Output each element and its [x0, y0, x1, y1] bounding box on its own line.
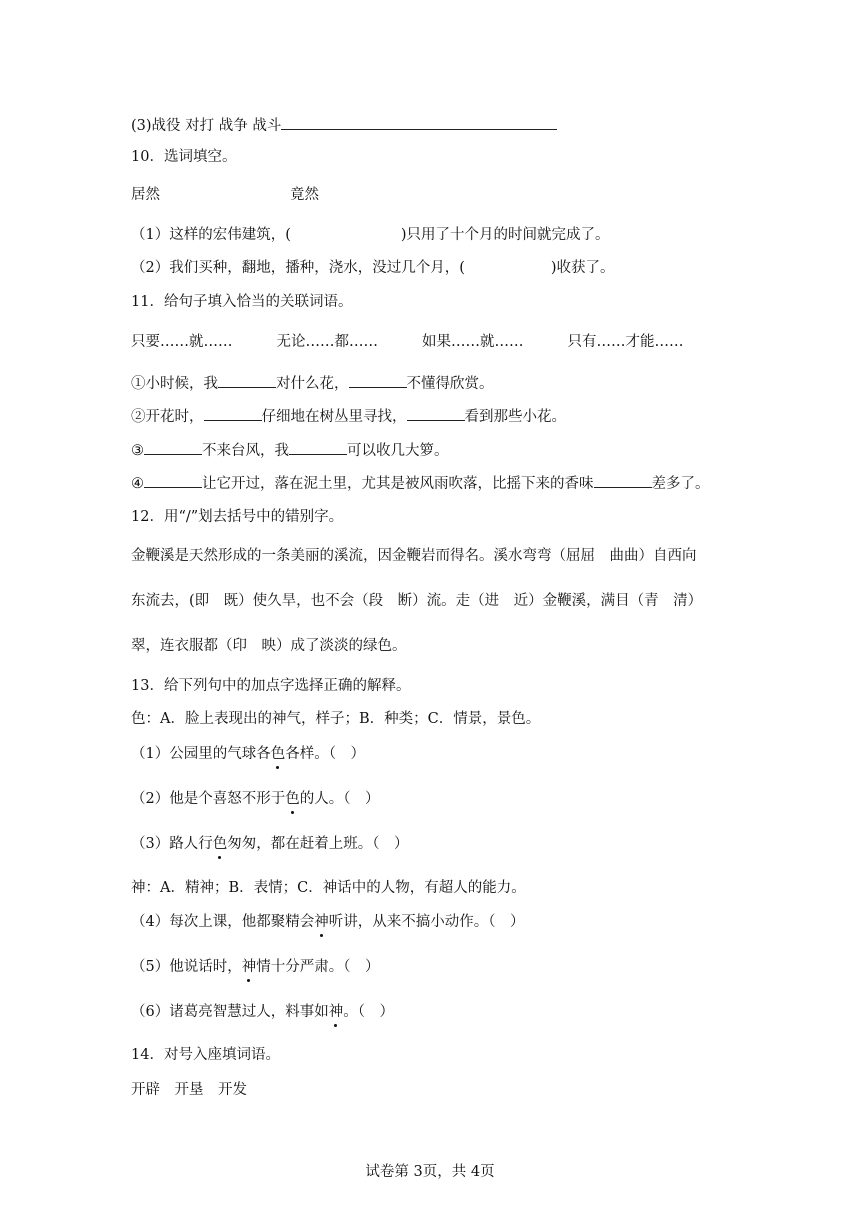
q13-s2-part2: 的人。（ ）: [299, 791, 380, 807]
q13-definition-se: 色：A．脸上表现出的神气，样子；B．种类；C．情景，景色。: [131, 711, 541, 727]
dotted-character: 色: [270, 746, 286, 762]
q13-s5-part1: （5）他说话时，: [131, 959, 242, 975]
q12-passage-line-3: 翠，连衣服都（印 映）成了淡淡的绿色。: [131, 638, 407, 654]
q11-s2-part2: 仔细地在树丛里寻找，: [261, 409, 407, 425]
dotted-character: 神: [314, 914, 329, 930]
q10-s2-start: （2）我们买种，翻地，播种，浇水，没过几个月，(: [131, 260, 465, 276]
q11-options: [131, 333, 684, 351]
dotted-character: 神: [241, 959, 257, 975]
q11-s3-part3: 可以收几大箩。: [347, 443, 449, 459]
q13-s6-part2: 。（ ）: [343, 1004, 394, 1020]
q11-s1-part2: 对什么花，: [276, 376, 349, 392]
q13-sentence-1: [131, 745, 365, 763]
q10-word-b: 竟然: [290, 187, 319, 203]
answer-blank[interactable]: [407, 406, 465, 421]
answer-blank[interactable]: [289, 440, 347, 455]
q11-sentence-4: [131, 473, 710, 493]
q13-s4-part2: 听讲，从来不搞小动作。（ ）: [328, 914, 525, 930]
q13-s5-part2: 情十分严肃。（ ）: [256, 959, 380, 975]
q9-item3-text: (3)战役 对打 战争 战斗: [131, 118, 282, 134]
q13-title: 13．给下列句中的加点字选择正确的解释。: [131, 678, 411, 694]
q14-title: 14．对号入座填词语。: [131, 1047, 280, 1063]
q10-title: 10．选词填空。: [131, 149, 237, 165]
q11-s3-part2: 不来台风，我: [202, 443, 289, 459]
q10-sentence-1: [131, 226, 610, 244]
dotted-character: 色: [212, 836, 228, 852]
dotted-character: 色: [285, 791, 300, 807]
q13-sentence-2: [131, 790, 379, 808]
q10-sentence-2: [131, 259, 615, 277]
q12-passage-line-2: 东流去，(即 既）使久旱，也不会（段 断）流。走（进 近）金鞭溪，满目（青 清）: [131, 593, 703, 609]
q11-s2-part1: ②开花时，: [131, 409, 204, 425]
answer-blank[interactable]: [144, 440, 202, 455]
q10-s1-end: )只用了十个月的时间就完成了。: [400, 227, 610, 243]
q13-sentence-3: [131, 835, 408, 853]
q11-s2-part3: 看到那些小花。: [464, 409, 566, 425]
q10-s2-end: )收获了。: [550, 260, 615, 276]
answer-blank[interactable]: [349, 373, 407, 388]
q11-s1-part3: 不懂得欣赏。: [406, 376, 494, 392]
q13-s3-part2: 匆匆，都在赶着上班。（ ）: [227, 836, 409, 852]
q11-option-4: 只有……才能……: [567, 334, 684, 350]
answer-blank[interactable]: [144, 473, 202, 488]
q11-s4-part2: 让它开过，落在泥土里，尤其是被风雨吹落，比摇下来的香味: [202, 476, 594, 492]
q13-s2-part1: （2）他是个喜怒不形于: [131, 791, 286, 807]
q10-word-options: [131, 186, 319, 204]
answer-blank[interactable]: [281, 115, 557, 130]
q9-item3: [131, 115, 557, 135]
answer-blank[interactable]: [218, 373, 276, 388]
q11-sentence-2: [131, 406, 566, 426]
q13-s4-part1: （4）每次上课，他都聚精会: [131, 914, 315, 930]
q11-title: 11．给句子填入恰当的关联词语。: [131, 294, 353, 310]
q12-title: 12．用“/”划去括号中的错别字。: [131, 509, 344, 525]
page-footer: 试卷第 3页，共 4页: [365, 1164, 495, 1180]
q11-sentence-1: [131, 373, 494, 393]
q11-option-3: 如果……就……: [422, 334, 524, 350]
q11-option-2: 无论……都……: [276, 334, 378, 350]
q11-s4-part3: 差多了。: [651, 476, 710, 492]
dotted-character: 神: [328, 1004, 344, 1020]
q12-passage-line-1: 金鞭溪是天然形成的一条美丽的溪流，因金鞭岩而得名。溪水弯弯（屈屈 曲曲）自西向: [131, 548, 697, 564]
q13-sentence-6: [131, 1003, 394, 1021]
q11-s3-part1: ③: [131, 443, 144, 459]
q13-definition-shen: 神：A．精神；B．表情；C．神话中的人物，有超人的能力。: [131, 880, 526, 896]
q13-s1-part2: 各样。（ ）: [285, 746, 365, 762]
q14-word-options: 开辟 开垦 开发: [131, 1082, 247, 1098]
q11-s4-part1: ④: [131, 476, 144, 492]
q13-sentence-4: [131, 913, 524, 931]
q11-sentence-3: [131, 440, 449, 460]
q13-s3-part1: （3）路人行: [131, 836, 213, 852]
answer-blank[interactable]: [204, 406, 262, 421]
q13-s6-part1: （6）诸葛亮智慧过人，料事如: [131, 1004, 329, 1020]
q13-s1-part1: （1）公园里的气球各: [131, 746, 271, 762]
q11-option-1: 只要……就……: [131, 334, 233, 350]
q13-sentence-5: [131, 958, 379, 976]
answer-blank[interactable]: [594, 473, 652, 488]
q11-s1-part1: ①小时候，我: [131, 376, 218, 392]
q10-word-a: 居然: [131, 187, 160, 203]
q10-s1-start: （1）这样的宏伟建筑，(: [131, 227, 291, 243]
